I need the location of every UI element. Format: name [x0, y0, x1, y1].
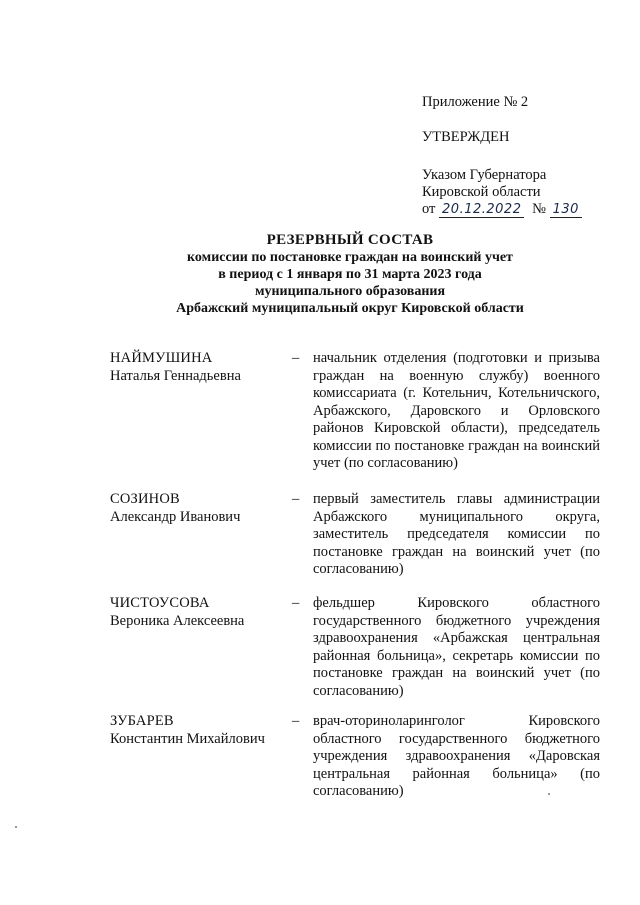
title-line-3: в период с 1 января по 31 марта 2023 года [218, 267, 482, 282]
member-role: первый заместитель главы администрации Арбажского муниципального округа, заместитель председателя комиссии по постановке граждан на воинский учет (по согласованию) [313, 491, 600, 577]
member-name [110, 713, 285, 748]
member-dash: – [292, 350, 300, 366]
member-surname: ЧИСТОУСОВА [110, 595, 210, 611]
member-name [110, 350, 285, 385]
member-dash: – [292, 713, 300, 729]
number-prefix: № [532, 201, 546, 217]
handwritten-number: 130 [550, 203, 582, 218]
title-line-1: РЕЗЕРВНЫЙ СОСТАВ [266, 232, 434, 248]
title-line-2: комиссии по постановке граждан на воинский учет [187, 250, 513, 265]
scan-speck [548, 793, 550, 795]
document-title [130, 232, 570, 317]
member-surname: НАЙМУШИНА [110, 350, 213, 366]
member-name [110, 595, 285, 630]
member-name [110, 491, 285, 526]
decree-line-1: Указом Губернатора [422, 167, 547, 183]
handwritten-date: 20.12.2022 [439, 203, 524, 218]
member-dash: – [292, 595, 300, 611]
member-surname: ЗУБАРЕВ [110, 713, 174, 729]
member-role: фельдшер Кировского областного государственного бюджетного учреждения здравоохранения «Арбажская центральная районная больница», секретарь комиссии по постановке граждан на воинский учет (по согласованию) [313, 595, 600, 699]
approved-label: УТВЕРЖДЕН [422, 129, 510, 145]
member-role: врач-оториноларинголог Кировского областного государственного бюджетного учреждения здравоохранения «Даровская центральная районная больница» (по согласованию) [313, 713, 600, 799]
decree-line-2: Кировской области [422, 184, 541, 200]
member-given-name: Наталья Геннадьевна [110, 367, 241, 384]
member-dash: – [292, 491, 300, 507]
date-prefix: от [422, 201, 436, 217]
scan-speck [15, 826, 17, 828]
member-given-name: Александр Иванович [110, 508, 241, 525]
member-given-name: Вероника Алексеевна [110, 612, 245, 629]
title-line-4: муниципального образования [254, 284, 446, 299]
member-surname: СОЗИНОВ [110, 491, 180, 507]
appendix-label: Приложение № 2 [422, 94, 529, 110]
decree-date-line [422, 201, 622, 218]
member-role: начальник отделения (подготовки и призыва граждан на военную службу) военного комиссариата (г. Котельнич, Котельничского, Арбажского, Даровского и Орловского районов Кировской области), председатель комиссии по постановке граждан на воинский учет (по согласованию) [313, 350, 600, 471]
member-given-name: Константин Михайлович [110, 730, 265, 747]
approval-block [422, 94, 622, 218]
title-line-5: Арбажский муниципальный округ Кировской области [176, 301, 524, 316]
